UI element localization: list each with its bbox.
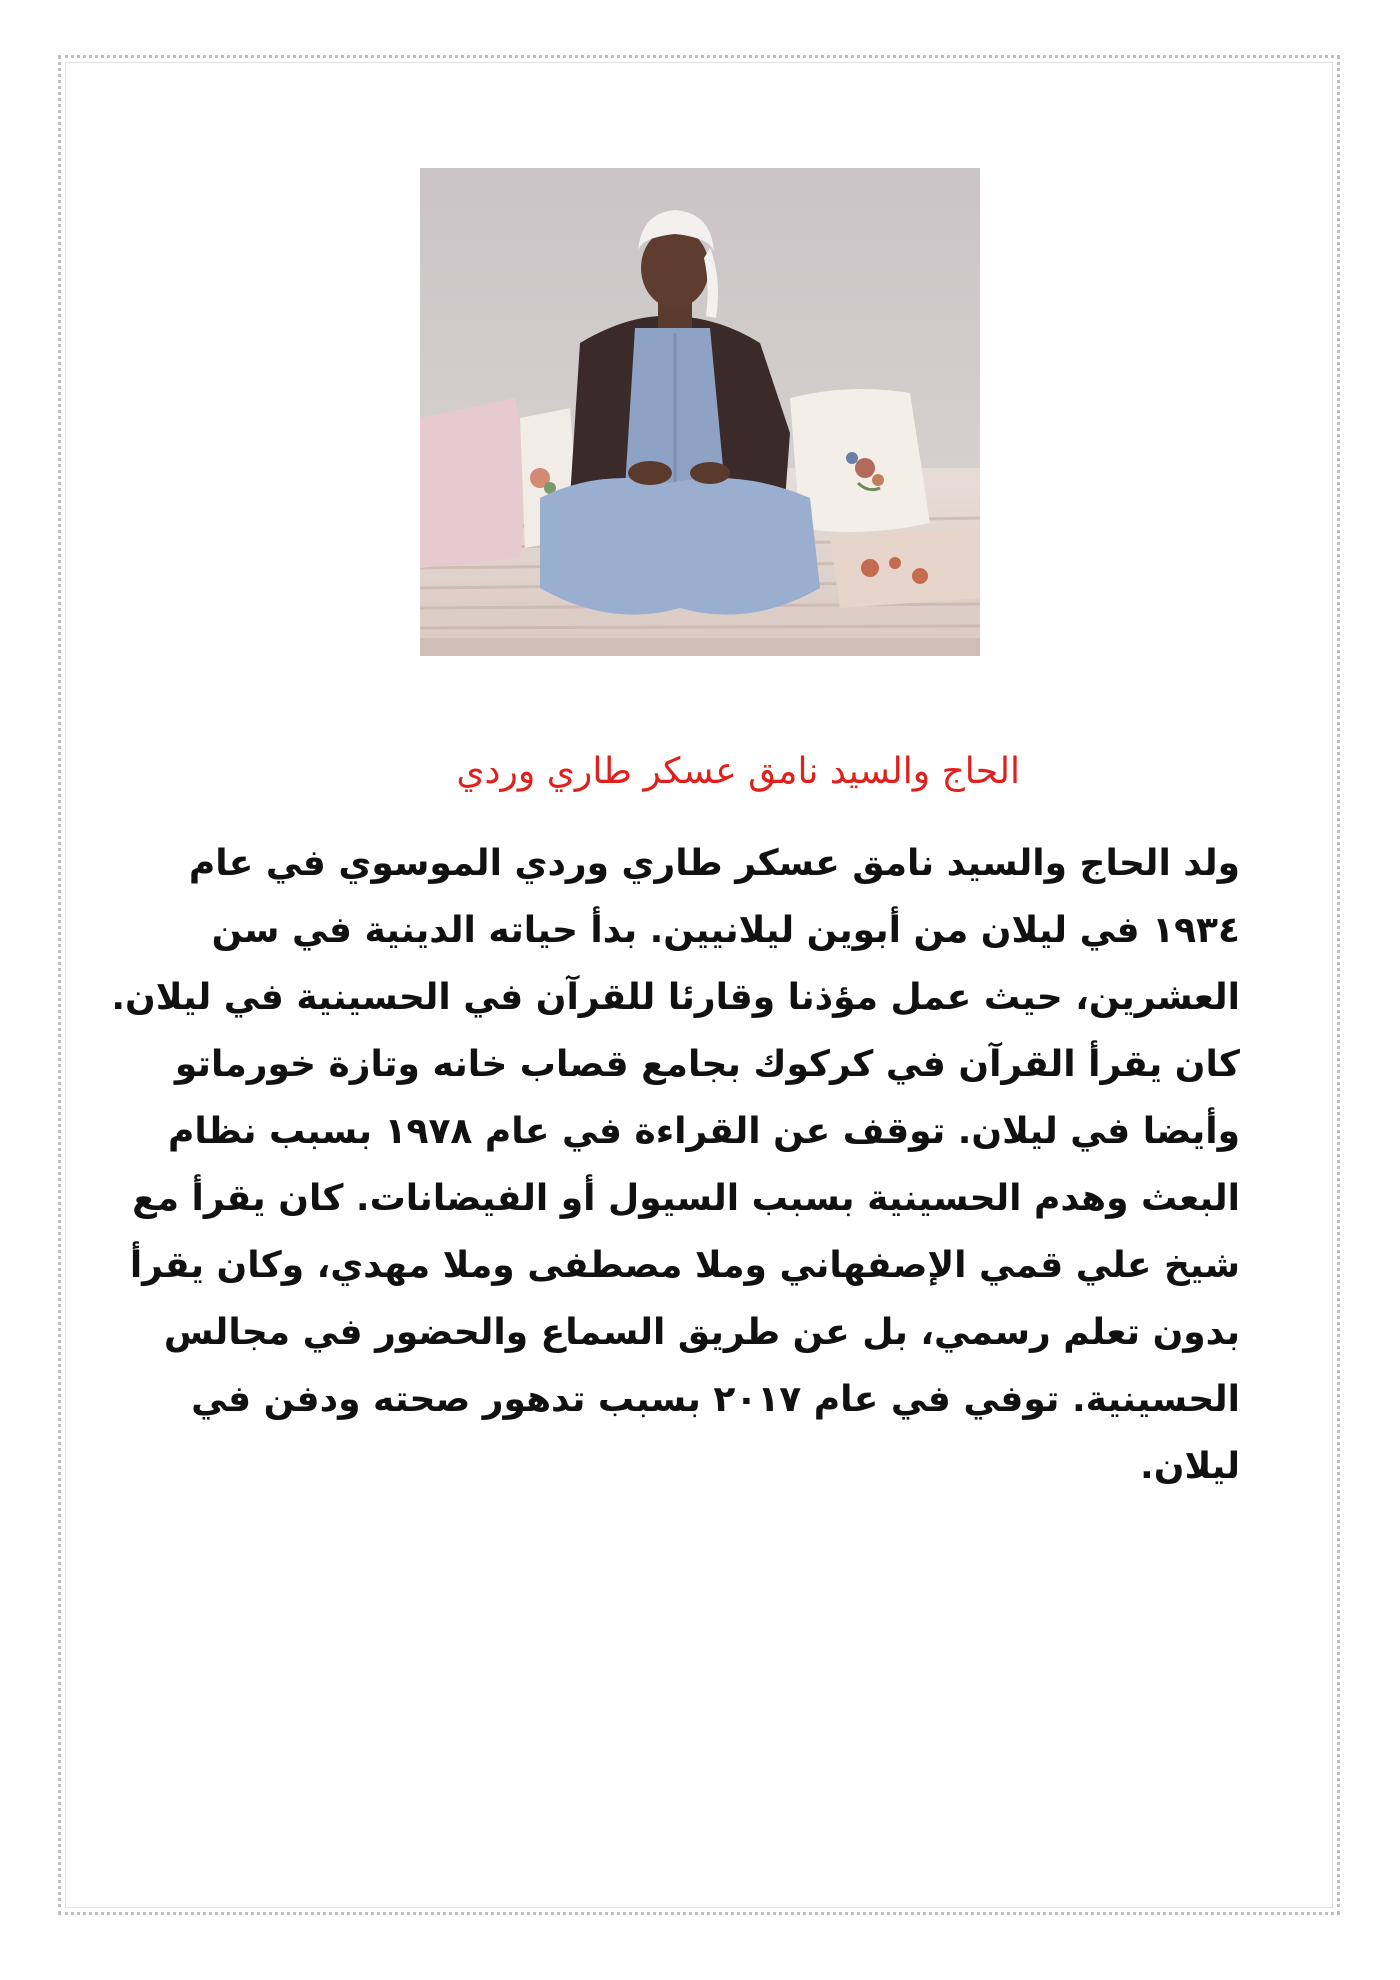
body-line: بدون تعلم رسمي، بل عن طريق السماع والحضور في مجالس xyxy=(163,1312,1240,1353)
portrait-photo xyxy=(420,168,980,656)
body-line: وأيضا في ليلان. توقف عن القراءة في عام ١٩٧٨ بسبب نظام xyxy=(167,1111,1240,1152)
body-line: كان يقرأ القرآن في كركوك بجامع قصاب خانه وتازة خورماتو xyxy=(174,1044,1240,1085)
page-title: الحاج والسيد نامق عسكر طاري وردي xyxy=(456,751,1020,792)
body-line: الحسينية. توفي في عام ٢٠١٧ بسبب تدهور صحته ودفن في xyxy=(191,1379,1240,1420)
body-line: شيخ علي قمي الإصفهاني وملا مصطفى وملا مهدي، وكان يقرأ xyxy=(129,1245,1240,1286)
body-line: ولد الحاج والسيد نامق عسكر طاري وردي الموسوي في عام xyxy=(188,843,1240,884)
body-line: البعث وهدم الحسينية بسبب السيول أو الفيضانات. كان يقرأ مع xyxy=(132,1178,1240,1219)
body-line: ١٩٣٤ في ليلان من أبوين ليلانيين. بدأ حياته الدينية في سن xyxy=(211,910,1240,951)
biography-text xyxy=(111,830,1240,1500)
body-line: العشرين، حيث عمل مؤذنا وقارئا للقرآن في الحسينية في ليلان. xyxy=(111,977,1240,1018)
portrait-photo-illustration xyxy=(420,168,980,656)
body-line: ليلان. xyxy=(1140,1446,1240,1487)
